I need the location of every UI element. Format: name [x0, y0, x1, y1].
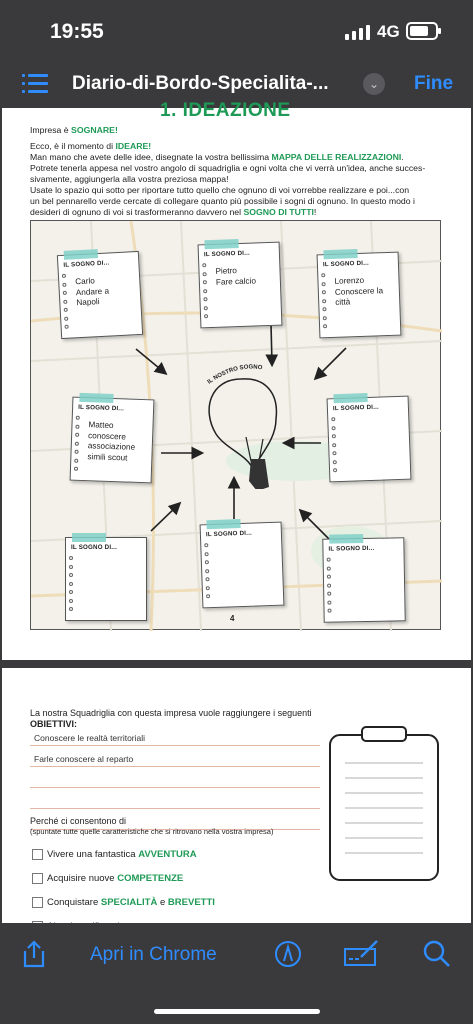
notebook-holes — [327, 558, 333, 618]
checkbox-label: Conquistare SPECIALITÀ e BREVETTI — [47, 897, 215, 908]
objective-value[interactable]: Conoscere le realtà territoriali — [34, 733, 146, 743]
why-label: Perché ci consentono di — [30, 816, 127, 826]
intro-line: Potrete tenerla appesa nel vostro angolo di squadriglia e ogni volta che vi verrà un'idea, anche succes- — [30, 163, 426, 173]
arrow — [316, 348, 346, 378]
objective-line — [30, 766, 320, 767]
intro-line: Impresa è SOGNARE! — [30, 125, 118, 135]
notebook-holes — [331, 417, 338, 477]
home-indicator — [154, 1009, 320, 1014]
chevron-down-icon[interactable]: ⌄ — [363, 73, 385, 95]
tape-strip — [79, 393, 113, 403]
tape-strip — [204, 239, 238, 249]
card-dream-text: Pietro Fare calcio — [215, 266, 257, 287]
checkbox-label: Acquisire nuove COMPETENZE — [47, 873, 184, 884]
arrow — [151, 504, 179, 531]
dream-map — [30, 220, 441, 630]
intro-line: Ecco, è il momento di IDEARE! — [30, 141, 152, 151]
dream-card — [57, 251, 143, 339]
card-header: IL SOGNO DI... — [77, 403, 125, 413]
card-dream-text: Carlo Andare a Napoli — [75, 276, 110, 308]
card-dream-text: Lorenzo Conoscere la città — [334, 275, 384, 307]
arrow — [301, 511, 329, 539]
objective-line — [30, 787, 320, 788]
notebook-holes — [202, 263, 209, 323]
checkbox-label: Vivere una fantastica AVVENTURA — [47, 849, 197, 860]
tape-strip — [206, 519, 240, 529]
dream-card — [65, 537, 147, 621]
dream-card — [317, 252, 402, 339]
objective-line — [30, 745, 320, 746]
notebook-holes — [74, 416, 81, 476]
markup-icon[interactable] — [273, 939, 303, 969]
intro-line: sivamente, aggiungerla alla vostra preziosa mappa! — [30, 174, 229, 184]
objectives-intro: La nostra Squadriglia con questa impresa vuole raggiungere i seguenti — [30, 708, 312, 718]
done-button[interactable]: Fine — [414, 73, 454, 94]
signal-icon — [345, 24, 371, 40]
search-icon[interactable] — [422, 939, 452, 969]
pdf-page-4 — [2, 100, 471, 660]
status-time: 19:55 — [50, 20, 104, 43]
tape-strip — [64, 249, 98, 260]
clipboard-drawing — [327, 723, 443, 883]
intro-line: Man mano che avete delle idee, disegnate la vostra bellissima MAPPA DELLE REALIZZAZIONI. — [30, 152, 404, 162]
dream-card — [198, 242, 283, 329]
pdf-viewer[interactable] — [0, 100, 473, 923]
notebook-holes — [69, 556, 74, 616]
dream-card — [322, 537, 405, 622]
open-in-chrome-button[interactable]: Apri in Chrome — [90, 944, 217, 965]
tape-strip — [72, 533, 106, 542]
card-header: IL SOGNO DI... — [71, 544, 118, 551]
tape-strip — [333, 393, 367, 403]
list-icon[interactable] — [22, 72, 48, 94]
checkbox[interactable] — [32, 873, 43, 884]
share-icon[interactable] — [20, 939, 48, 969]
status-bar — [0, 0, 473, 62]
tape-strip — [323, 249, 357, 259]
card-dream-text: Matteo conoscere associazione simili scout — [87, 420, 136, 463]
notebook-holes — [62, 274, 70, 334]
page-title: 1. IDEAZIONE — [160, 100, 291, 121]
pdf-page-5 — [2, 668, 471, 928]
card-header: IL SOGNO DI... — [205, 529, 253, 539]
dream-card — [327, 396, 412, 483]
card-header: IL SOGNO DI... — [328, 544, 375, 553]
signature-icon[interactable] — [343, 939, 381, 969]
intro-line: Usate lo spazio qui sotto per riportare tutto quello che ognuno di voi vorrebbe realizzare e poi...con — [30, 185, 410, 195]
notebook-holes — [204, 543, 211, 603]
objectives-label: OBIETTIVI: — [30, 719, 77, 729]
why-hint: (spuntate tutte quelle caratteristiche che si ritrovano nella vostra impresa) — [30, 827, 274, 836]
card-header: IL SOGNO DI... — [203, 249, 251, 259]
network-type: 4G — [377, 22, 400, 41]
checkbox[interactable] — [32, 897, 43, 908]
balloon-label: IL NOSTRO SOGNO — [206, 364, 263, 386]
intro-line: desideri di ognuno di voi si trasformeranno davvero nel SOGNO DI TUTTI! — [30, 207, 317, 217]
checkbox[interactable] — [32, 849, 43, 860]
card-header: IL SOGNO DI... — [63, 259, 110, 269]
tape-strip — [329, 534, 363, 544]
card-header: IL SOGNO DI... — [322, 259, 370, 269]
battery-icon — [406, 22, 438, 40]
objective-line — [30, 808, 320, 809]
notebook-holes — [321, 273, 328, 333]
card-header: IL SOGNO DI... — [332, 403, 380, 413]
page-number: 4 — [230, 614, 235, 623]
dream-card — [200, 522, 285, 609]
balloon-drawing — [191, 349, 311, 489]
arrow — [136, 349, 165, 373]
intro-line: un bel pennarello verde cercate di collegare quanto più possibile i sogni di ognuno. In questo modo i — [30, 196, 415, 206]
dream-card — [70, 397, 155, 484]
document-title[interactable]: Diario-di-Bordo-Specialita-... — [72, 73, 329, 94]
objective-value[interactable]: Farle conoscere al reparto — [34, 754, 134, 764]
